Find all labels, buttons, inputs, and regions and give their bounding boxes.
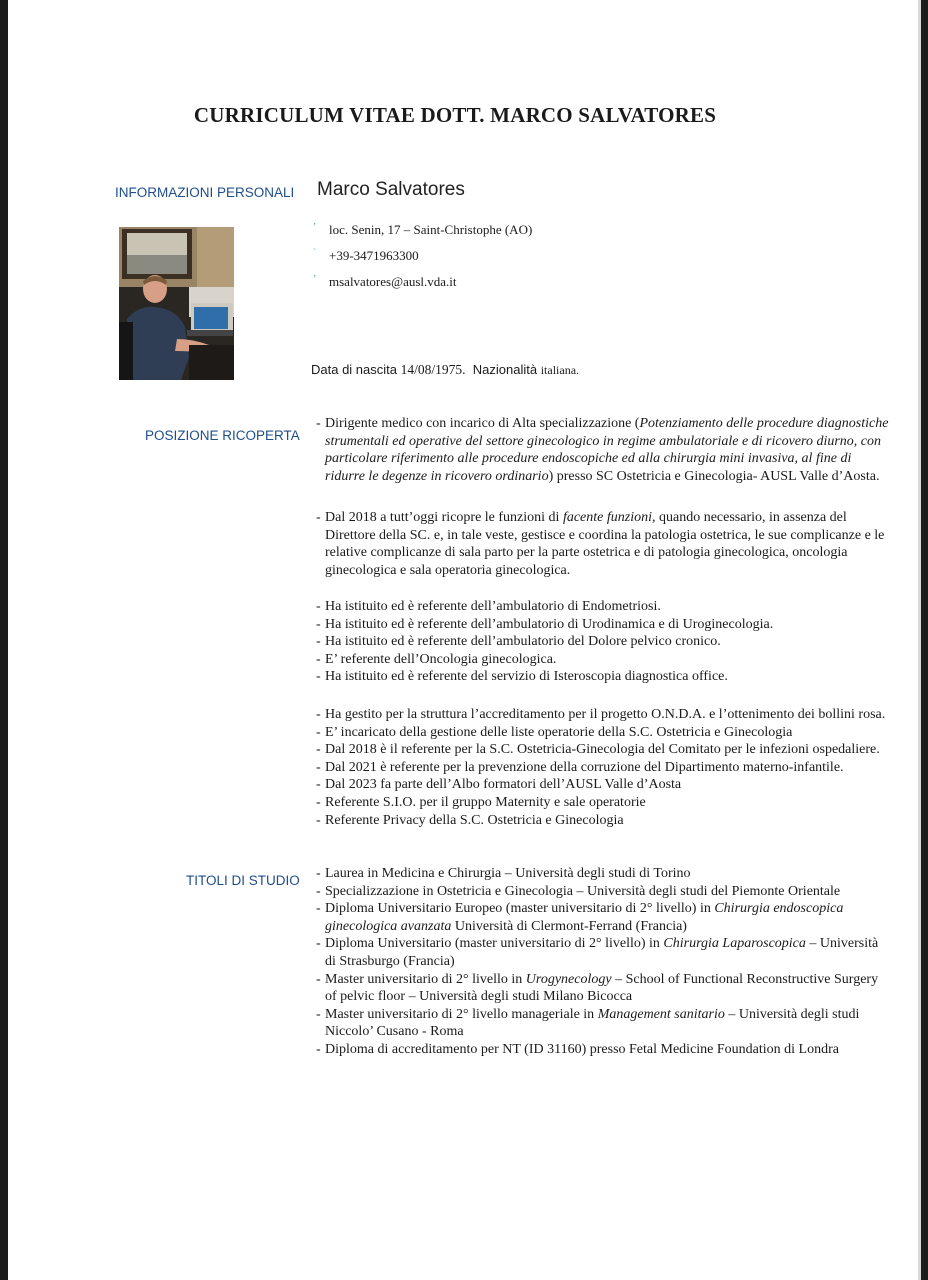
list-item: - Master universitario di 2° livello in Urogynecology – School of Functional Reconstructive Surgery xyxy=(316,971,879,987)
profile-photo xyxy=(119,227,234,380)
education-list xyxy=(316,865,904,1059)
list-item: - Dal 2021 è referente per la prevenzione della corruzione del Dipartimento materno-infantile. xyxy=(316,759,844,775)
text-line: ginecologica e sala operatoria ginecologica. xyxy=(325,562,571,578)
list-item: - Dal 2018 è il referente per la S.C. Ostetricia-Ginecologia del Comitato per le infezioni ospedaliere. xyxy=(316,742,880,758)
contact-phone xyxy=(313,248,419,264)
page-edge-right xyxy=(921,0,928,1280)
list-item-continuation: ginecologica avanzata Università di Clermont-Ferrand (Francia) xyxy=(325,918,687,934)
list-item: - Ha gestito per la struttura l’accreditamento per il progetto O.N.D.A. e l’ottenimento dei bollini rosa. xyxy=(316,707,886,722)
contact-email xyxy=(313,274,457,290)
list-item: - Laurea in Medicina e Chirurgia – Università degli studi di Torino xyxy=(316,866,691,881)
list-item: - Master universitario di 2° livello manageriale in Management sanitario – Università degli studi xyxy=(316,1006,860,1022)
list-item: - Specializzazione in Ostetricia e Ginecologia – Università degli studi del Piemonte Orientale xyxy=(316,883,841,899)
list-item: - Diploma Universitario (master universitario di 2° livello) in Chirurgia Laparoscopica – Università xyxy=(316,936,879,952)
nationality-value: italiana. xyxy=(540,363,580,377)
position-paragraph-2 xyxy=(316,509,904,579)
person-name: Marco Salvatores xyxy=(317,179,465,200)
section-label-position: POSIZIONE RICOPERTA xyxy=(145,428,300,443)
text-line: - Dirigente medico con incarico di Alta specializzazione (Potenziamento delle procedure diagnostiche xyxy=(316,416,889,431)
list-item: - Referente S.I.O. per il gruppo Maternity e sale operatorie xyxy=(316,794,646,810)
list-item: - E’ referente dell’Oncologia ginecologica. xyxy=(316,651,557,667)
position-paragraph-1 xyxy=(316,415,904,485)
document-title: CURRICULUM VITAE DOTT. MARCO SALVATORES xyxy=(193,103,717,127)
list-item-continuation: Niccolo’ Cusano - Roma xyxy=(325,1024,464,1040)
list-item: - E’ incaricato della gestione delle liste operatorie della S.C. Ostetricia e Ginecologia xyxy=(316,724,793,740)
text-line: strumentali ed operative del settore ginecologico in regime ambulatoriale e di ricovero diurno, con xyxy=(325,433,882,449)
list-item: - Referente Privacy della S.C. Ostetricia e Ginecologia xyxy=(316,812,624,828)
address-text: loc. Senin, 17 – Saint-Christophe (AO) xyxy=(329,222,533,237)
birth-date: 14/08/1975. xyxy=(400,362,466,377)
small-bullet-icon: ’ xyxy=(313,222,317,233)
list-item: - Ha istituito ed è referente del servizio di Isteroscopia diagnostica office. xyxy=(316,669,728,685)
section-label-personal: INFORMAZIONI PERSONALI xyxy=(115,185,295,200)
list-item: - Ha istituito ed è referente dell’ambulatorio del Dolore pelvico cronico. xyxy=(316,634,721,650)
list-item: - Diploma Universitario Europeo (master universitario di 2° livello) in Chirurgia endoscopica xyxy=(316,901,844,917)
text-line: Direttore della SC. e, in tale veste, gestisce e coordina la patologia ostetrica, le sue complicanze e le xyxy=(325,527,885,543)
email-text: msalvatores@ausl.vda.it xyxy=(329,274,457,289)
list-item: - Ha istituito ed è referente dell’ambulatorio di Urodinamica e di Uroginecologia. xyxy=(316,616,774,632)
small-bullet-icon: ` xyxy=(313,248,317,259)
nationality-label: Nazionalità xyxy=(472,362,538,377)
list-item-continuation: di Strasburgo (Francia) xyxy=(325,953,455,969)
section-label-education: TITOLI DI STUDIO xyxy=(186,873,300,888)
phone-text: +39-3471963300 xyxy=(329,248,419,263)
small-bullet-icon: ’ xyxy=(313,274,317,285)
position-list-2 xyxy=(316,706,904,829)
list-item: - Dal 2023 fa parte dell’Albo formatori dell’AUSL Valle d’Aosta xyxy=(316,777,682,793)
list-item: - Diploma di accreditamento per NT (ID 31160) presso Fetal Medicine Foundation di Londra xyxy=(316,1041,839,1057)
birth-label: Data di nascita xyxy=(311,362,397,377)
text-line: ridurre le degenze in ricovero ordinario) presso SC Ostetricia e Ginecologia- AUSL Valle d’Aosta. xyxy=(325,468,880,484)
text-line: particolare riferimento alle procedure endoscopiche ed alla chirurgia mini invasiva, al fine di xyxy=(325,451,852,467)
contact-address xyxy=(313,222,532,238)
list-item-continuation: of pelvic floor – Università degli studi Milano Bicocca xyxy=(325,989,633,1005)
page-edge-left xyxy=(0,0,8,1280)
birth-info xyxy=(311,362,579,378)
text-line: - Dal 2018 a tutt’oggi ricopre le funzioni di facente funzioni, quando necessario, in assenza del xyxy=(316,510,847,525)
text-line: relative complicanze di sala parto per la parte ostetrica e di patologia ginecologica, oncologia xyxy=(325,545,848,561)
list-item: - Ha istituito ed è referente dell’ambulatorio di Endometriosi. xyxy=(316,599,661,614)
position-list-1 xyxy=(316,598,904,686)
